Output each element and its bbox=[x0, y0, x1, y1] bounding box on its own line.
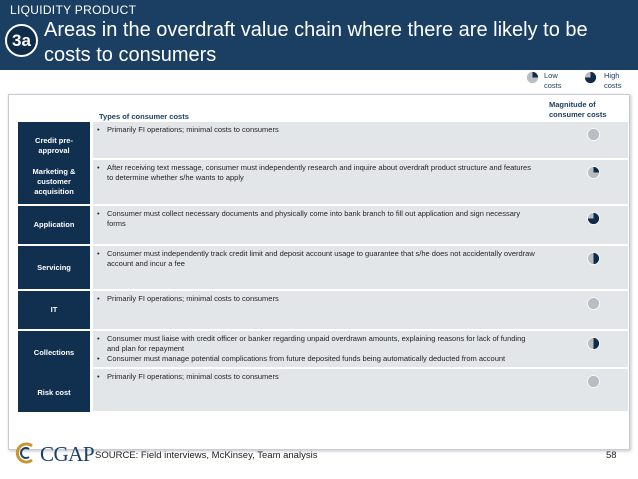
harvey-ball-icon bbox=[587, 212, 600, 230]
bullet-icon: • bbox=[97, 354, 100, 363]
bullet-icon: • bbox=[97, 249, 100, 258]
cgap-logo-icon bbox=[14, 441, 38, 465]
harvey-ball-icon bbox=[587, 252, 600, 270]
bullet-text: After receiving text message, consumer must independently research and inquire about overdraft product structure and features to determine whether s/he wants to apply bbox=[107, 163, 531, 182]
value-chain-stage: Credit pre-approval bbox=[18, 122, 90, 169]
bullet-text: Primarily FI operations; minimal costs to consumers bbox=[107, 125, 279, 134]
magnitude-pie bbox=[587, 337, 600, 350]
table-row bbox=[93, 291, 628, 329]
bullet-icon: • bbox=[97, 294, 100, 303]
bullet-text: Consumer must liaise with credit officer or banker regarding unpaid overdrawn amounts, explaining reasons for lack of funding and plan for repayment bbox=[107, 334, 526, 353]
legend-high-pie bbox=[584, 71, 597, 84]
value-chain-stage: IT bbox=[18, 291, 90, 329]
value-chain-stage: Servicing bbox=[18, 246, 90, 289]
bullet-icon: • bbox=[97, 334, 100, 343]
bullet-text: Consumer must independently track credit limit and deposit account usage to guarantee that s/he does not accidentally overdraw account and incur a fee bbox=[107, 249, 535, 268]
source-note: SOURCE: Field interviews, McKinsey, Team analysis bbox=[95, 450, 318, 461]
table-row bbox=[93, 122, 628, 158]
section-kicker: LIQUIDITY PRODUCT bbox=[10, 3, 137, 17]
legend-high-harvey-ball-icon bbox=[584, 71, 597, 87]
value-chain-stage: Application bbox=[18, 206, 90, 244]
bullet-text: Primarily FI operations; minimal costs to consumers bbox=[107, 294, 279, 303]
legend-high-label: High costs bbox=[604, 71, 622, 90]
bullet-text: Consumer must collect necessary documents and physically come into bank branch to fill out application and sign necessary forms bbox=[107, 209, 521, 228]
table-row bbox=[93, 331, 628, 367]
harvey-ball-icon bbox=[587, 375, 600, 393]
harvey-ball-icon bbox=[587, 128, 600, 146]
table-row bbox=[93, 160, 628, 204]
value-chain-stage: Marketing & customer acquisition bbox=[18, 160, 90, 204]
table-row bbox=[93, 246, 628, 289]
value-chain-panel bbox=[8, 94, 630, 450]
cgap-logo bbox=[14, 441, 96, 465]
bullet-text: Consumer must manage potential complications from future deposited funds being automatically deducted from account bbox=[107, 354, 506, 363]
value-chain-stage: Collections bbox=[18, 331, 90, 374]
magnitude-pie bbox=[587, 128, 600, 141]
bullet-icon: • bbox=[97, 163, 100, 172]
header-band bbox=[0, 0, 638, 70]
bullet-text: Primarily FI operations; minimal costs to consumers bbox=[107, 372, 279, 381]
magnitude-pie bbox=[587, 375, 600, 388]
legend-low-harvey-ball-icon bbox=[526, 71, 539, 87]
page-number: 58 bbox=[606, 450, 617, 461]
harvey-ball-icon bbox=[587, 297, 600, 315]
legend-low-pie bbox=[526, 71, 539, 84]
magnitude-pie bbox=[587, 212, 600, 225]
bullet-icon: • bbox=[97, 209, 100, 218]
harvey-ball-icon bbox=[587, 166, 600, 184]
harvey-ball-icon bbox=[587, 337, 600, 355]
types-column-header: Types of consumer costs bbox=[99, 112, 189, 121]
legend-low-label: Low costs bbox=[544, 71, 562, 90]
cgap-wordmark: CGAP bbox=[40, 442, 95, 466]
slide-badge: 3a bbox=[5, 24, 38, 57]
table-row bbox=[93, 369, 628, 411]
magnitude-column-header: Magnitude of consumer costs bbox=[549, 100, 607, 119]
magnitude-pie bbox=[587, 297, 600, 310]
magnitude-pie bbox=[587, 252, 600, 265]
slide-title: Areas in the overdraft value chain where there are likely to be costs to consumers bbox=[44, 19, 588, 66]
magnitude-pie bbox=[587, 166, 600, 179]
value-chain-stage: Risk cost bbox=[18, 374, 90, 412]
bullet-icon: • bbox=[97, 125, 100, 134]
bullet-icon: • bbox=[97, 372, 100, 381]
table-row bbox=[93, 206, 628, 244]
